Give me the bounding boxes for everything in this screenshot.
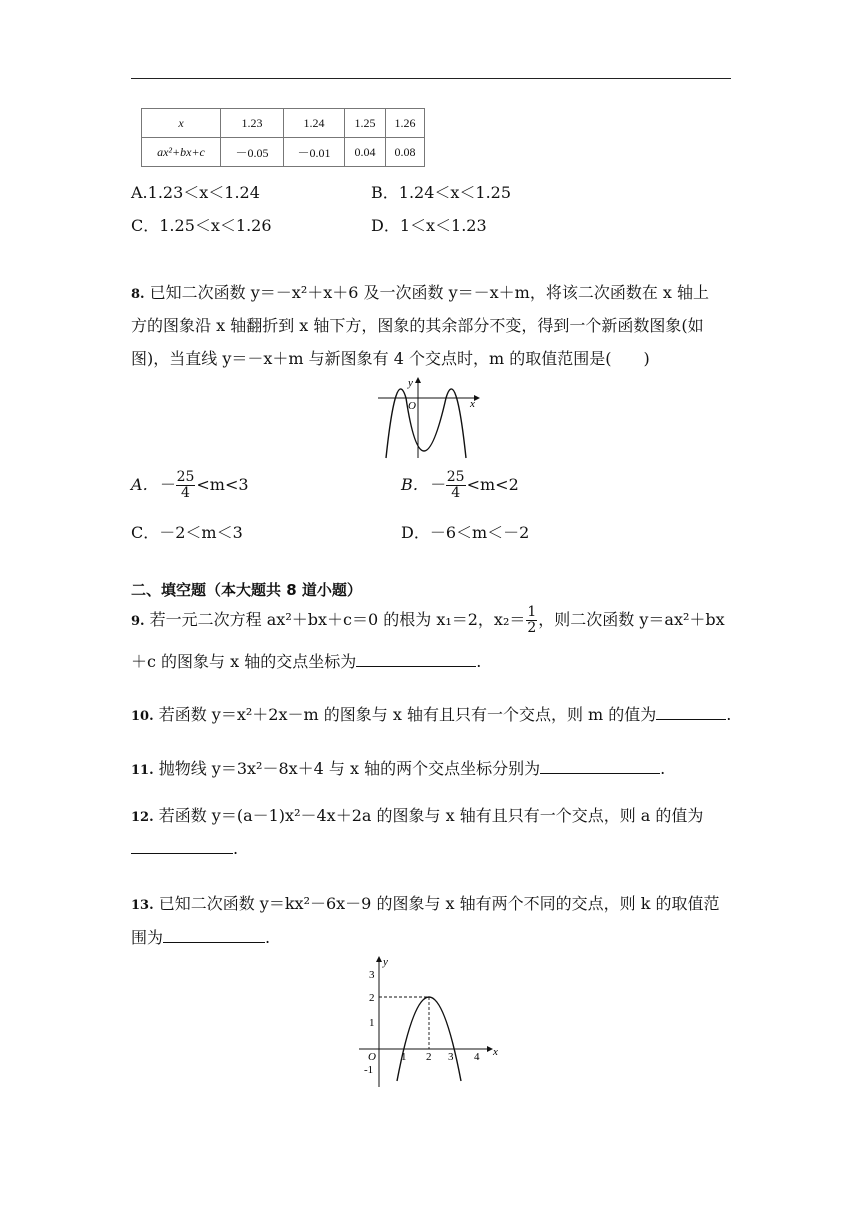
value-table bbox=[141, 108, 425, 167]
q11-number: 11. bbox=[131, 763, 154, 778]
table-cell: －0.05 bbox=[221, 138, 284, 167]
q12-line-1: 12. 若函数 y＝(a－1)x²－4x＋2a 的图象与 x 轴有且只有一个交点，则 a 的值为 bbox=[131, 806, 704, 825]
table-header-f: ax²+bx+c bbox=[142, 138, 221, 167]
answer-blank[interactable] bbox=[540, 759, 660, 774]
header-rule bbox=[131, 78, 731, 79]
q9-line-1: 9. 若一元二次方程 ax²＋bx＋c＝0 的根为 x₁＝2，x₂＝ $\frac{1}{2}$ ，则二次函数 y＝ax²＋bx bbox=[131, 604, 725, 636]
x-tick-label: 3 bbox=[448, 1051, 454, 1063]
x-axis-label: x bbox=[470, 398, 475, 410]
y-axis-arrow bbox=[376, 956, 382, 962]
q8-option-d: D．－6＜m＜－2 bbox=[401, 523, 530, 542]
table-cell: －0.01 bbox=[284, 138, 345, 167]
section-heading: 二、填空题（本大题共 8 道小题） bbox=[131, 581, 362, 599]
x-axis-arrow bbox=[474, 395, 480, 401]
q7-option-c: C．1.25＜x＜1.26 bbox=[131, 216, 272, 235]
table-cell: 1.25 bbox=[345, 109, 386, 138]
q8-option-c: C．－2＜m＜3 bbox=[131, 523, 243, 542]
q8-line-2: 方的图象沿 x 轴翻折到 x 轴下方，图象的其余部分不变，得到一个新函数图象(如 bbox=[131, 316, 704, 335]
q8-option-b: B．－ $\frac{25}{4}$ <m<2 bbox=[401, 469, 519, 501]
table-row bbox=[142, 109, 425, 138]
answer-blank[interactable] bbox=[163, 928, 265, 943]
q13-line-1: 13. 已知二次函数 y＝kx²－6x－9 的图象与 x 轴有两个不同的交点，则 k 的取值范 bbox=[131, 894, 720, 913]
q7-option-d: D．1＜x＜1.23 bbox=[371, 216, 487, 235]
y-axis-label: y bbox=[383, 956, 388, 968]
y-axis-label: y bbox=[408, 377, 413, 389]
table-row bbox=[142, 138, 425, 167]
x-tick-label: 1 bbox=[401, 1051, 407, 1063]
x-axis-label: x bbox=[493, 1046, 498, 1058]
answer-blank[interactable] bbox=[356, 652, 476, 667]
folded-parabola bbox=[386, 389, 466, 458]
q8-option-a: A．－ $\frac{25}{4}$ <m<3 bbox=[131, 469, 249, 501]
origin-label: O bbox=[408, 400, 416, 412]
table-cell: 1.26 bbox=[386, 109, 425, 138]
parabola-graph bbox=[355, 955, 505, 1090]
table-cell: 0.08 bbox=[386, 138, 425, 167]
answer-blank[interactable] bbox=[656, 705, 726, 720]
q13-number: 13. bbox=[131, 898, 154, 913]
q8-number: 8. bbox=[131, 287, 145, 302]
q8-line-3: 图)，当直线 y＝－x＋m 与新图象有 4 个交点时，m 的取值范围是( ) bbox=[131, 349, 650, 368]
q13-line-2: 围为 . bbox=[131, 928, 271, 947]
q10-number: 10. bbox=[131, 709, 154, 724]
table-cell: 1.23 bbox=[221, 109, 284, 138]
x-tick-label: 4 bbox=[474, 1051, 480, 1063]
q8-text: 已知二次函数 y＝－x²＋x＋6 及一次函数 y＝－x＋m，将该二次函数在 x 轴上 bbox=[149, 283, 710, 302]
table-header-x: x bbox=[142, 109, 221, 138]
q7-option-a: A.1.23＜x＜1.24 bbox=[131, 183, 260, 202]
answer-blank[interactable] bbox=[131, 839, 233, 854]
q7-option-b: B．1.24＜x＜1.25 bbox=[371, 183, 512, 202]
table-cell: 1.24 bbox=[284, 109, 345, 138]
q8-graph bbox=[370, 374, 490, 464]
q12-number: 12. bbox=[131, 810, 154, 825]
table-cell: 0.04 bbox=[345, 138, 386, 167]
y-tick-label: 3 bbox=[369, 969, 375, 981]
y-tick-label: 2 bbox=[369, 992, 375, 1004]
y-tick-label: -1 bbox=[364, 1064, 374, 1076]
y-tick-label: 1 bbox=[369, 1017, 375, 1029]
x-tick-label: 2 bbox=[426, 1051, 432, 1063]
origin-label: O bbox=[368, 1051, 376, 1063]
y-axis-arrow bbox=[415, 377, 421, 383]
q8-line-1 bbox=[131, 283, 709, 305]
q10-line: 10. 若函数 y＝x²＋2x－m 的图象与 x 轴有且只有一个交点，则 m 的值为 . bbox=[131, 705, 732, 724]
q11-line: 11. 抛物线 y＝3x²－8x＋4 与 x 轴的两个交点坐标分别为 . bbox=[131, 759, 666, 778]
q9-number: 9. bbox=[131, 614, 145, 629]
q12-line-2: . bbox=[131, 839, 238, 859]
q9-line-2: ＋c 的图象与 x 轴的交点坐标为 . bbox=[131, 652, 482, 671]
